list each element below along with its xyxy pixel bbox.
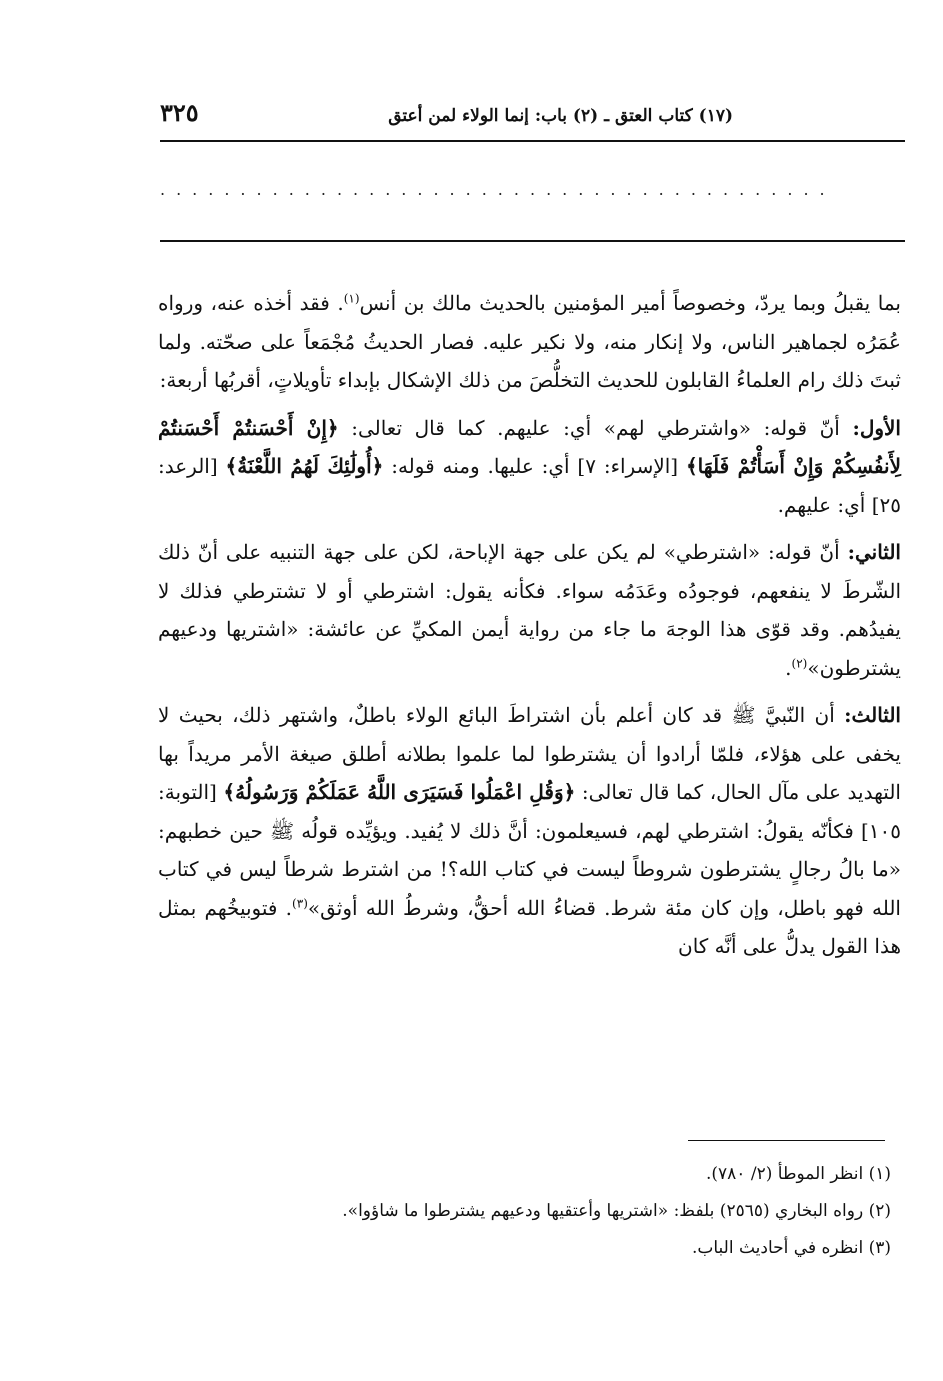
text-run: . فتوبيخُهم بمثل هذا القول يدلُّ على أنَّه كان	[158, 895, 901, 958]
footnote-ref-1: (١)	[343, 291, 360, 306]
omission-dots: ..........................................	[160, 180, 836, 199]
quran-verse: ﴿وَقُلِ اعْمَلُوا فَسَيَرَى اللَّهُ عَمَلَكُمْ وَرَسُولُهُ﴾	[223, 780, 576, 804]
paragraph-second-interpretation	[158, 533, 901, 687]
footnote-ref-3: (٣)	[292, 895, 308, 910]
footnote-2: (٢) رواه البخاري (٢٥٦٥) بلفظ: «اشتريها وأعتقيها ودعيهم يشترطوا ما شاؤوا».	[342, 1201, 891, 1221]
quran-verse: ﴿إِنْ أَحْسَنتُمْ أَحْسَنتُمْ لِأَنفُسِكُمْ وَإِنْ أَسَأْتُمْ فَلَهَا﴾	[158, 415, 902, 478]
text-run: . فقد أخذه عنه، ورواه عُمَرُه لجماهير الناس، ولا إنكار منه، ولا نكير عليه. فصار الحديثُ مُجْمَعاً على صحّته. ولما ثبتَ ذلك رام العلماءُ القابلون للحديث التخلُّصَ من ذلك الإشكال بإبداء تأويلاتٍ، أقربُها أربعة:	[158, 291, 901, 392]
text-run: أن النّبيَّ ﷺ قد كان أعلم بأن اشتراطَ البائع الولاء باطلٌ، واشتهر ذلك، بحيث لا يخفى على هؤلاء، فلمّا أرادوا أن يشترطوا لما علموا بطلانه أطلق صيغة الأمر مريداً بها التهديد على مآل الحال، كما قال تعالى:	[158, 703, 901, 804]
footnote-ref-2: (٢)	[791, 655, 808, 670]
quran-verse: ﴿أُولَٰئِكَ لَهُمُ اللَّعْنَةُ﴾	[225, 454, 384, 478]
main-text	[158, 284, 901, 966]
running-title: (١٧) كتاب العتق ـ (٢) باب: إنما الولاء لمن أعتق	[388, 106, 733, 126]
section-rule	[160, 240, 905, 242]
text-run: أنّ قوله: «اشترطي» لم يكن على جهة الإباحة، لكن على جهة التنبيه على أنّ ذلك الشّرطَ لا ينفعهم، فوجودُه وعَدَمُه سواء. فكأنه يقول: اشترطي أو لا تشترطي فذلك لا يفيدُهم. وقد قوّى هذا الوجهَ ما جاء من رواية أيمن المكيِّ عن عائشة: «اشتريها ودعيهم يشترطون»	[158, 540, 901, 680]
paragraph-third-interpretation	[158, 696, 901, 966]
paragraph-lead: الأول:	[852, 415, 901, 440]
header-rule	[160, 140, 905, 142]
paragraph-lead: الثالث:	[844, 703, 901, 727]
paragraph-lead: الثاني:	[847, 540, 901, 564]
text-run: بما يقبلُ وبما يردّ، وخصوصاً أمير المؤمنين بالحديث مالك بن أنس	[359, 291, 901, 315]
paragraph-intro	[158, 284, 901, 400]
footnote-3: (٣) انظره في أحاديث الباب.	[691, 1238, 891, 1258]
text-run: [الإسراء: ٧] أي: عليها. ومنه قوله:	[383, 454, 686, 478]
page-header	[160, 96, 903, 136]
footnote-rule	[688, 1140, 885, 1141]
footnote-1: (١) انظر الموطأ (٢/ ٧٨٠).	[706, 1164, 891, 1184]
text-run: [التوبة: ١٠٥] فكأنّه يقولُ: اشترطي لهم، فسيعلمون: أنَّ ذلك لا يُفيد. ويؤيِّده قولُه ﷺ حين خطبهم: «ما بالُ رجالٍ يشترطون شروطاً ليست في كتاب الله؟! من اشترط شرطاً ليس في كتاب الله فهو باطل، وإن كان مئة شرط. قضاءُ الله أحقُّ، وشرطُ الله أوثق»	[158, 780, 901, 920]
text-run: .	[785, 655, 792, 680]
page-number: ٣٢٥	[160, 98, 199, 127]
paragraph-first-interpretation	[158, 409, 901, 525]
text-run: [الرعد: ٢٥] أي: عليهم.	[158, 454, 901, 517]
text-run: أنّ قوله: «واشترطي لهم» أي: عليهم. كما قال تعالى:	[338, 415, 853, 440]
footnotes	[158, 1156, 891, 1267]
